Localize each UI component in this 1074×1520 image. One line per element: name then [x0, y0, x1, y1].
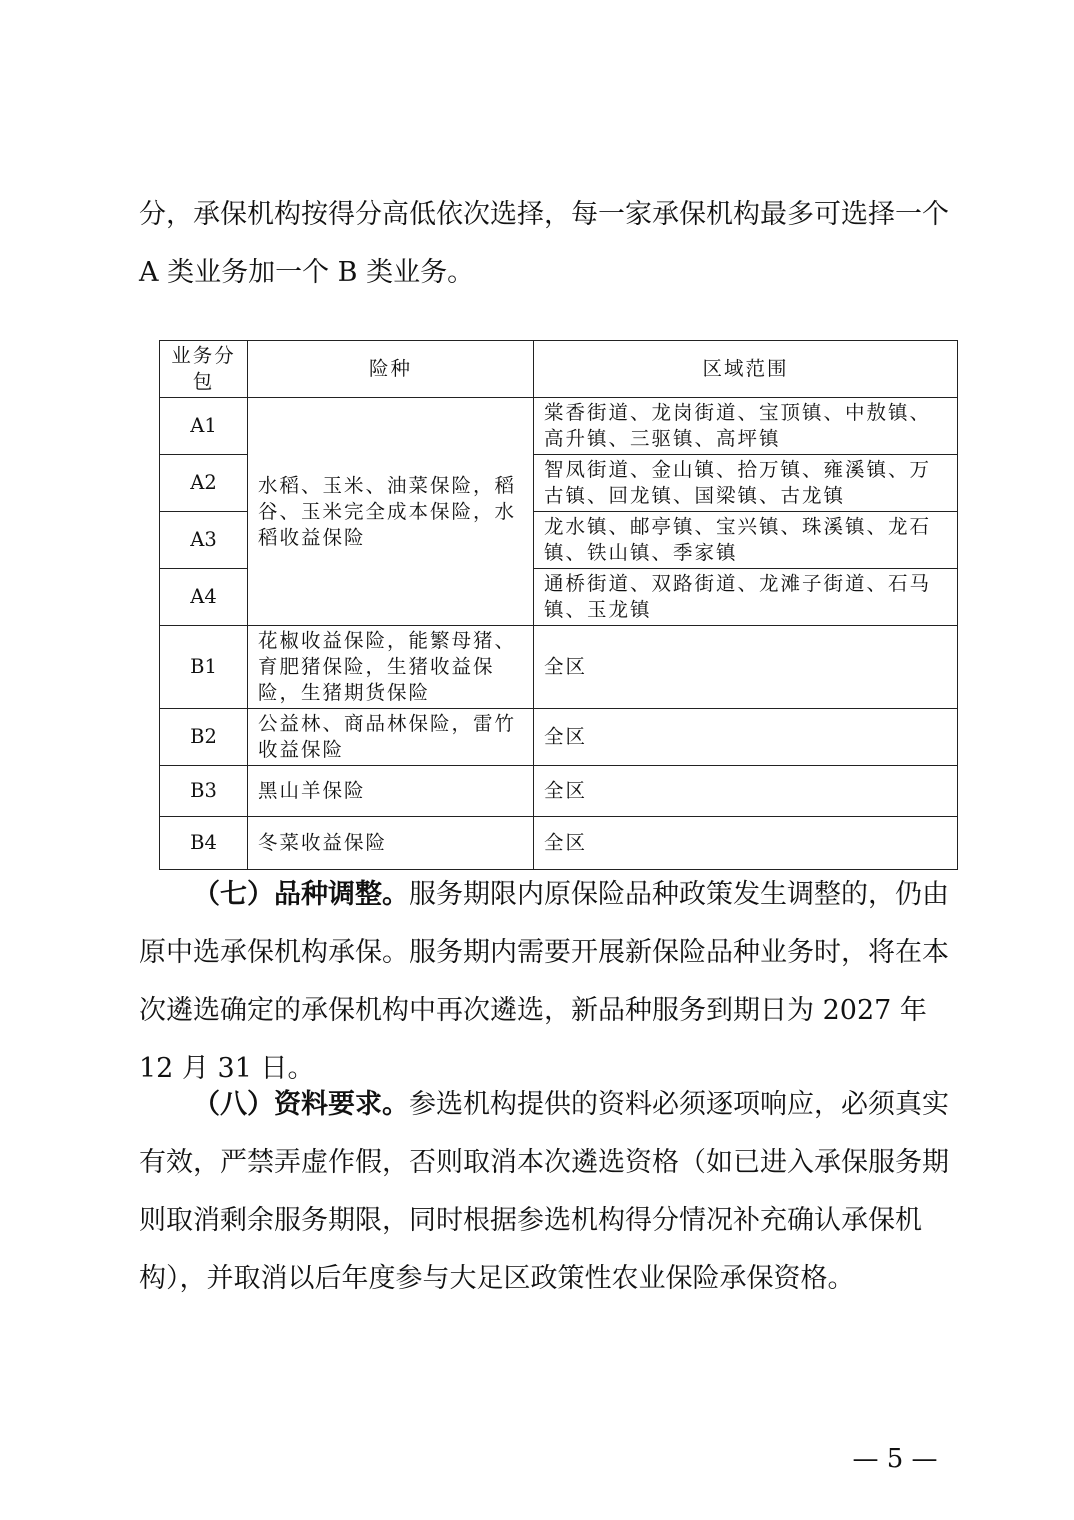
intro-paragraph: 分，承保机构按得分高低依次选择，每一家承保机构最多可选择一个 A 类业务加一个 B 类业务。 [139, 199, 949, 288]
table-row [160, 766, 958, 817]
package-code: B4 [160, 817, 248, 870]
section-eight-paragraph [139, 1076, 954, 1308]
package-code: A2 [160, 455, 248, 512]
region-cell: 棠香街道、龙岗街道、宝顶镇、中敖镇、高升镇、三驱镇、高坪镇 [534, 398, 958, 455]
region-cell: 智凤街道、金山镇、拾万镇、雍溪镇、万古镇、回龙镇、国梁镇、古龙镇 [534, 455, 958, 512]
header-package: 业务分包 [160, 341, 248, 398]
package-code: B3 [160, 766, 248, 817]
region-cell: 龙水镇、邮亭镇、宝兴镇、珠溪镇、龙石镇、铁山镇、季家镇 [534, 512, 958, 569]
section-seven-paragraph [139, 866, 954, 1098]
region-cell: 通桥街道、双路街道、龙滩子街道、石马镇、玉龙镇 [534, 569, 958, 626]
region-cell: 全区 [534, 766, 958, 817]
section-eight-heading: （八）资料要求。 [193, 1089, 409, 1120]
section-seven-heading: （七）品种调整。 [193, 879, 409, 910]
table-row [160, 817, 958, 870]
page-number: — 5 — [852, 1444, 938, 1474]
package-code: A1 [160, 398, 248, 455]
insurance-cell: 黑山羊保险 [248, 766, 534, 817]
table-row [160, 626, 958, 709]
package-code: A4 [160, 569, 248, 626]
region-cell: 全区 [534, 626, 958, 709]
header-insurance: 险种 [248, 341, 534, 398]
region-cell: 全区 [534, 817, 958, 870]
insurance-cell: 冬菜收益保险 [248, 817, 534, 870]
section-eight-body: 参选机构提供的资料必须逐项响应，必须真实有效，严禁弄虚作假，否则取消本次遴选资格（如已进入承保服务期则取消剩余服务期限，同时根据参选机构得分情况补充确认承保机构），并取消以后年度参与大足区政策性农业保险承保资格。 [139, 1089, 949, 1294]
package-code: A3 [160, 512, 248, 569]
table-header-row [160, 341, 958, 398]
insurance-cell: 花椒收益保险，能繁母猪、育肥猪保险，生猪收益保险，生猪期货保险 [248, 626, 534, 709]
table-row [160, 709, 958, 766]
package-code: B2 [160, 709, 248, 766]
table-row [160, 398, 958, 455]
section-seven-body: 服务期限内原保险品种政策发生调整的，仍由原中选承保机构承保。服务期内需要开展新保险品种业务时，将在本次遴选确定的承保机构中再次遴选，新品种服务到期日为 2027 年 12 月 31 日。 [139, 879, 949, 1084]
business-package-table [159, 340, 958, 870]
region-cell: 全区 [534, 709, 958, 766]
package-code: B1 [160, 626, 248, 709]
a-insurance-cell: 水稻、玉米、油菜保险，稻谷、玉米完全成本保险，水稻收益保险 [248, 398, 534, 626]
header-region: 区域范围 [534, 341, 958, 398]
insurance-cell: 公益林、商品林保险，雷竹收益保险 [248, 709, 534, 766]
